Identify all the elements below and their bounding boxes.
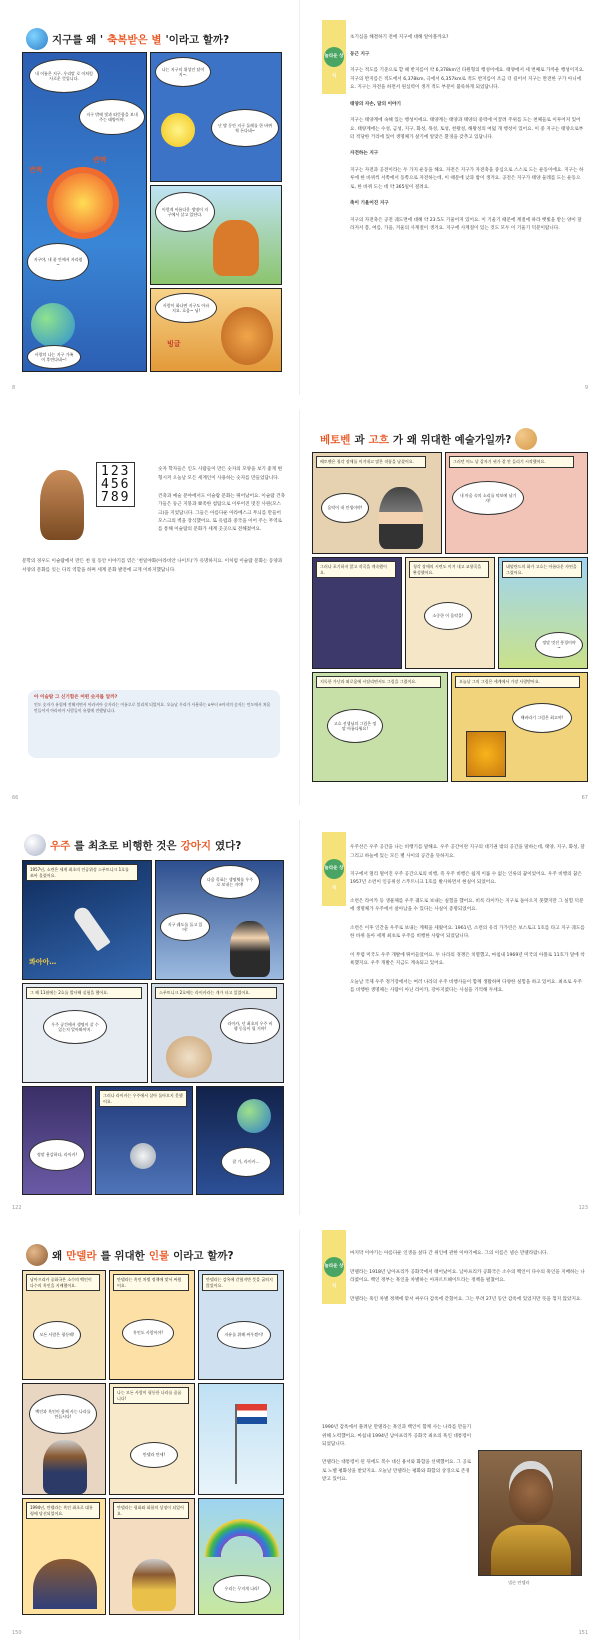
spread-earth bbox=[0, 0, 600, 395]
paragraph: 문학의 경우도 이슬람에서 만든 천 일 동안 이야기를 엮은 '천일야화(아라비안 나이트)'가 유명하지요. 이처럼 이슬람 문화는 동양과 서양의 문화를 잇는 다리 역할을 하며 세계 문화 발전에 크게 이바지했답니다. bbox=[22, 559, 283, 573]
page-8 bbox=[0, 0, 300, 395]
deer-character bbox=[213, 220, 259, 276]
caption: 베토벤은 청각 장애를 이겨내고 많은 작품을 남겼어요. bbox=[316, 456, 426, 468]
spread-space bbox=[0, 820, 600, 1215]
paragraph: 지구는 적도를 기준으로 할 때 반지름이 약 6,378km인 타원형의 행성이에요. 태양에서 세 번째로 가까운 행성이지요. 지구의 반지름은 적도에서 6,378km, 극에서 6,357km로 적도 반지름이 조금 더 길어서 지구는 완전한 구가 아니에요. 지구는 자전을 하면서 원심력이 생겨 적도 부분이 불룩하게 되었답니다. bbox=[350, 68, 585, 91]
page-number: 66 bbox=[12, 795, 19, 801]
comic-panel-deer bbox=[150, 185, 282, 285]
paragraph: 이 무렵 미국도 우주 개발에 뛰어들었어요. 두 나라의 경쟁은 치열했고, 마침내 1969년 미국의 아폴로 11호가 달에 착륙했지요. 우주 개발은 지금도 계속되고 있어요. bbox=[350, 952, 585, 967]
comic-art bbox=[312, 452, 588, 782]
voters-crowd bbox=[33, 1559, 97, 1609]
subheading: 자전하는 지구 bbox=[350, 151, 379, 157]
speech-bubble: 잘 가, 라이카… bbox=[221, 1147, 271, 1177]
page-150 bbox=[0, 1230, 300, 1640]
page-123 bbox=[300, 820, 600, 1215]
spread-art bbox=[0, 410, 600, 805]
caption: 지독한 가난과 외로움에 시달리면서도 그림을 그렸어요. bbox=[316, 676, 441, 688]
page-number: 9 bbox=[584, 385, 588, 391]
page-151 bbox=[300, 1230, 600, 1640]
title-text: 왜 bbox=[52, 1249, 63, 1262]
comic-panel bbox=[198, 1498, 284, 1615]
speech-bubble: 소중한 이 음악을! bbox=[424, 602, 472, 630]
subheading: 태양의 자손, 달의 이야기 bbox=[350, 101, 401, 107]
speech-bubble: 만델라 만세! bbox=[130, 1442, 178, 1468]
comic-panel bbox=[445, 452, 588, 554]
comic-panel bbox=[109, 1498, 195, 1615]
trivia-badge-label: 놀라운 상식 bbox=[324, 859, 344, 879]
article-body bbox=[350, 26, 586, 371]
page-title bbox=[26, 1244, 234, 1266]
comic-panel bbox=[109, 1383, 195, 1495]
photo-face bbox=[509, 1469, 553, 1523]
sidebox-body: 인도 숫자가 유럽에 전해지면서 아라비아 숫자라는 이름으로 불리게 되었어요. 오늘날 우리가 사용하는 0부터 9까지의 숫자는 인도에서 처음 만들어져 아라비아 사람들이 유럽에 전했답니다. bbox=[34, 702, 271, 713]
lion-character bbox=[221, 307, 273, 365]
paragraph: 1990년 감옥에서 풀려난 만델라는 흑인과 백인이 함께 사는 나라를 만들기 위해 노력했어요. 마침내 1994년 남아프리카 공화국 최초의 흑인 대통령이 되었답니다. bbox=[322, 1425, 472, 1447]
comic-panel bbox=[405, 557, 495, 669]
title-text: 를 최초로 비행한 것은 bbox=[74, 839, 177, 852]
page-number: 122 bbox=[12, 1205, 22, 1211]
title-text: 를 위대한 bbox=[100, 1249, 145, 1262]
speech-bubble: 사랑의 나는 지구 가족이 후련다네~! bbox=[27, 345, 81, 369]
mandela-photo bbox=[478, 1450, 582, 1576]
comic-panel bbox=[198, 1270, 284, 1380]
comic-panel bbox=[22, 860, 152, 980]
comic-panel bbox=[22, 1086, 92, 1195]
title-highlight: 고흐 bbox=[368, 433, 389, 446]
caption: 그러나 라이카는 우주에서 살아 돌아오지 못했어요. bbox=[99, 1090, 187, 1107]
page-66 bbox=[0, 410, 300, 805]
palette-icon bbox=[515, 428, 537, 450]
speech-bubble: 흑인도 사람이야! bbox=[122, 1319, 174, 1347]
comic-panel bbox=[151, 983, 284, 1083]
trivia-badge-label: 놀라운 상식 bbox=[324, 1257, 344, 1277]
title-suffix: '이라고 할까? bbox=[165, 33, 230, 46]
comic-panel-lion bbox=[150, 288, 282, 372]
title-highlight: 강아지 bbox=[180, 839, 211, 852]
caption: 네덜란드의 화가 고흐는 아름다운 자연을 그렸어요. bbox=[502, 561, 582, 578]
page-title bbox=[26, 28, 229, 50]
page-67 bbox=[300, 410, 600, 805]
speech-bubble: 지구야, 내 품 안에서 자라렴~ bbox=[27, 243, 89, 281]
comic-earth bbox=[22, 52, 282, 372]
comic-panel bbox=[109, 1270, 195, 1380]
comic-mandela bbox=[22, 1270, 284, 1615]
paragraph: 지구는 자전과 공전이라는 두 가지 운동을 해요. 자전은 지구가 자전축을 중심으로 스스로 도는 운동이에요. 지구는 하루에 한 바퀴씩 서쪽에서 동쪽으로 자전하는데, 이 때문에 낮과 밤이 생겨요. 공전은 지구가 태양 둘레를 도는 운동으로, 한 바퀴 도는 데 약 365일이 걸려요. bbox=[350, 168, 584, 190]
mandela-character-icon bbox=[26, 1244, 48, 1266]
speech-bubble: 모든 사람은 평등해! bbox=[33, 1321, 81, 1349]
president-character bbox=[132, 1559, 176, 1611]
paragraph: 만델라는 1918년 남아프리카 공화국에서 태어났어요. 남아프리카 공화국은 소수의 백인이 다수의 흑인을 지배하는 나라였어요. 백인 정부는 흑인을 차별하는 아파르트헤이트라는 정책을 펼쳤어요. bbox=[350, 1269, 585, 1284]
photo-shirt bbox=[491, 1525, 571, 1576]
comic-panel bbox=[312, 557, 402, 669]
title-prefix: 지구를 왜 ' bbox=[52, 33, 104, 46]
sound-effect: 빙글 bbox=[167, 340, 181, 348]
speech-bubble: 다음 목표는 생명체를 우주로 보내는 거야! bbox=[200, 865, 260, 899]
caption: 만델라는 평화와 화합의 상징이 되었어요. bbox=[113, 1502, 189, 1519]
page-number: 150 bbox=[12, 1630, 22, 1636]
comic-panel bbox=[22, 983, 148, 1083]
article-body-bottom bbox=[322, 1416, 472, 1616]
title-highlight: 축복받은 별 bbox=[107, 33, 162, 46]
paragraph: 숫자 학자들은 인도 사람들이 만든 숫자의 모양을 보기 좋게 변형시켜 오늘날 모든 세계인이 사용하는 숫자를 만들었답니다. bbox=[158, 467, 283, 481]
number-grid: 123 456 789 bbox=[96, 462, 135, 507]
scientist-character bbox=[230, 921, 270, 977]
comic-panel bbox=[312, 672, 448, 782]
spread-mandela bbox=[0, 1230, 600, 1640]
page-122 bbox=[0, 820, 300, 1215]
speech-bubble: 자유를 위해 싸우겠어! bbox=[217, 1321, 271, 1349]
speech-bubble: 사람이 화나면 지구도 아파지요. 흐음~ 닝! bbox=[155, 293, 217, 323]
title-suffix: 였다? bbox=[215, 839, 242, 852]
speech-bubble: 정말 멋진 풍경이야~ bbox=[535, 632, 583, 658]
flag bbox=[237, 1404, 267, 1424]
paragraph: 소련은 라이카 등 생물체를 우주 궤도로 보내는 실험을 했어요. 비록 라이카는 지구로 돌아오지 못했지만 그 실험 덕분에 생명체가 우주에서 살아남을 수 있다는 사실이 증명되었어요. bbox=[350, 899, 584, 913]
page-number: 67 bbox=[581, 795, 588, 801]
trivia-badge bbox=[322, 832, 346, 906]
caption: 만델라는 감옥에 갇혔지만 뜻을 굽히지 않았어요. bbox=[202, 1274, 278, 1291]
title-highlight: 우주 bbox=[50, 839, 71, 852]
comic-panel bbox=[22, 1383, 106, 1495]
paragraph: 우주선은 우주 공간을 나는 비행기를 말해요. 우주 공간이란 지구의 대기권 밖의 공간을 말하는데, 태양, 지구, 화성, 달 그리고 하늘에 있는 모든 별 사이의 공간을 뜻하지요. bbox=[350, 845, 585, 859]
comic-space bbox=[22, 860, 284, 1195]
paragraph: 초기심을 해결하기 전에 지구에 대해 알아볼까요? bbox=[350, 35, 449, 41]
comic-panel bbox=[155, 860, 284, 980]
beethoven-character bbox=[379, 487, 423, 549]
paragraph: 만델라는 대통령이 된 뒤에도 복수 대신 용서와 화합을 선택했어요. 그 공로로 노벨 평화상을 받았지요. 오늘날 만델라는 평화와 화합의 상징으로 존경받고 있어요. bbox=[322, 1460, 472, 1483]
title-highlight: 베토벤 bbox=[320, 433, 351, 446]
comic-panel bbox=[22, 1498, 106, 1615]
speech-bubble: 내 이름은 지구. 우리말 로 이처럼 사로운 뜻입니다. bbox=[29, 59, 99, 93]
photo-caption: 넬슨 만델라 bbox=[508, 1580, 530, 1585]
title-highlight: 인물 bbox=[148, 1249, 170, 1262]
rainbow bbox=[205, 1519, 279, 1557]
speech-bubble: 나는 지구의 위성인 달이지~. bbox=[155, 57, 211, 87]
article-body-bottom bbox=[22, 550, 286, 680]
title-suffix: 이라고 할까? bbox=[173, 1249, 234, 1262]
caption: 1994년, 만델라는 흑인 최초로 대통령에 당선되었어요. bbox=[26, 1502, 100, 1519]
moon-character bbox=[161, 113, 195, 147]
sidebox-title: 아 이슬람 그 신기함은 어떤 숫자를 알까? bbox=[34, 695, 118, 700]
trivia-badge-label: 놀라운 상식 bbox=[324, 47, 344, 67]
comic-panel-space bbox=[22, 52, 147, 372]
speech-bubble: 난 밤 동안 지구 둘레를 한 바퀴씩 돈다네~ bbox=[211, 109, 279, 147]
article-body-top bbox=[158, 458, 286, 548]
earth-globe bbox=[237, 1099, 271, 1133]
earth-character-icon bbox=[26, 28, 48, 50]
comic-panel bbox=[22, 1270, 106, 1380]
speech-bubble: 고흐 선생님의 그림은 정말 아름다워요! bbox=[327, 709, 383, 743]
caption: 나는 모든 사람이 평등한 나라를 꿈꿉니다! bbox=[113, 1387, 189, 1404]
caption: 그러던 어느 날 갑자기 귀가 잘 안 들리기 시작했어요. bbox=[449, 456, 574, 468]
speech-bubble: 음악이 내 인생이야! bbox=[321, 493, 369, 523]
sunflower-painting bbox=[466, 731, 506, 777]
caption: 스푸트니크 2호에는 라이카라는 개가 타고 있었어요. bbox=[155, 987, 277, 999]
speech-bubble: 정말 용감하다, 라이카! bbox=[29, 1139, 85, 1171]
trivia-badge bbox=[322, 1230, 346, 1304]
paragraph: 소련은 이후 인간을 우주로 보내는 계획을 세웠어요. 1961년, 소련의 유리 가가린은 보스토크 1호를 타고 지구 궤도를 한 바퀴 돌아 세계 최초로 우주를 비행한 사람이 되었답니다. bbox=[350, 925, 585, 940]
page-number: 151 bbox=[578, 1630, 588, 1636]
paragraph: 지구의 자전축은 공전 궤도면에 대해 약 23.5도 기울어져 있어요. 이 기울기 때문에 계절에 따라 햇빛을 받는 양이 달라져서 봄, 여름, 가을, 겨울의 사계절이 생겨요. 지구에 사계절이 있는 것도 모두 이 기울기 덕분이랍니다. bbox=[350, 217, 582, 232]
speech-bubble: 해바라기 그림은 최고야! bbox=[512, 703, 572, 733]
laika-dog-character bbox=[166, 1036, 212, 1078]
sputnik-satellite bbox=[130, 1143, 156, 1169]
subheading: 둥근 지구 bbox=[350, 51, 370, 57]
earth-character bbox=[31, 303, 75, 347]
caption: 만델라는 흑인 차별 정책에 맞서 싸웠어요. bbox=[113, 1274, 189, 1291]
article-body bbox=[350, 836, 586, 1191]
title-highlight: 만델라 bbox=[66, 1249, 97, 1262]
comic-panel bbox=[198, 1383, 284, 1495]
paragraph: 지구에서 멀리 떨어진 우주 공간으로의 비행, 즉 우주 비행은 쉽게 이룰 수 없는 인류의 꿈이었어요. 우주 비행의 꿈은 1957년 소련이 인공위성 스푸트니크 1호를 발사하면서 현실이 되었어요. bbox=[350, 872, 582, 886]
caption: 1957년, 소련은 세계 최초의 인공위성 스푸트니크 1호를 쏘아 올렸어요. bbox=[26, 864, 138, 881]
paragraph: 건축과 예술 분야에서도 이슬람 문화는 뛰어났어요. 이슬람 건축가들은 둥근 지붕과 뾰족한 첨탑으로 이루어진 멋진 사원(모스크)을 지었답니다. 그들은 아름다운 아라베스크 무늬를 만들어 모스크의 벽을 장식했어요. 또 유럽과 중국을 이어 주는 무역로를 통해 이슬람의 문화가 세계 곳곳으로 전해졌어요. bbox=[158, 494, 286, 533]
speech-bubble: 지구 궤도를 돌고 있어! bbox=[160, 913, 210, 941]
caption: 오늘날 그의 그림은 세계에서 가장 사랑받아요. bbox=[455, 676, 580, 688]
comic-panel bbox=[451, 672, 588, 782]
info-sidebox bbox=[28, 690, 280, 758]
speech-bubble: 우리는 무지개 나라! bbox=[213, 1575, 271, 1603]
rocket bbox=[71, 905, 110, 952]
speech-bubble: 라이카, 넌 최초의 우주 비행 동물이 될 거야! bbox=[220, 1008, 280, 1044]
comic-panel bbox=[196, 1086, 284, 1195]
speech-bubble: 이렇게 아름다운 생명이 지구에서 살고 있단다. bbox=[155, 192, 215, 232]
astronaut-icon bbox=[24, 834, 46, 856]
trivia-badge bbox=[322, 20, 346, 94]
paragraph: 지구는 태양계에 속해 있는 행성이에요. 태양계는 태양과 태양의 중력에 이끌려 주위를 도는 천체들로 이루어져 있어요. 태양계에는 수성, 금성, 지구, 화성, 목성, 토성, 천왕성, 해왕성의 여덟 개 행성이 있어요. 이 중 지구는 태양으로부터 적당한 거리에 있어 생명체가 살기에 알맞은 환경을 갖추고 있답니다. bbox=[350, 118, 584, 140]
comic-panel bbox=[95, 1086, 193, 1195]
caption: 청각 장애의 시련도 이겨 내고 교향곡을 완성했어요. bbox=[409, 561, 489, 578]
page-title bbox=[24, 834, 241, 856]
speech-bubble: 내 마음 속의 소리를 악보에 남기자! bbox=[452, 481, 524, 515]
caption: 남아프리카 공화국은 소수의 백인이 다수의 흑인을 지배했어요. bbox=[26, 1274, 100, 1291]
page-number: 8 bbox=[12, 385, 16, 391]
paragraph: 마지막 이야기는 아름다운 인생을 살다 간 위인에 관한 이야기예요. 그의 이름은 넬슨 만델라랍니다. bbox=[350, 1251, 548, 1257]
mandela-character bbox=[43, 1440, 87, 1494]
page-9 bbox=[300, 0, 600, 395]
sound-effect: 반짝 bbox=[93, 156, 107, 164]
speech-bubble: 우주 공간에서 생명이 살 수 있는지 알아봐야지. bbox=[43, 1010, 107, 1044]
comic-panel bbox=[312, 452, 442, 554]
page-title bbox=[320, 428, 537, 450]
speech-bubble: 백인과 흑인이 함께 사는 나라를 만듭시다! bbox=[29, 1394, 97, 1434]
comic-panel-moon bbox=[150, 52, 282, 182]
sound-effect: 번쩍 bbox=[29, 166, 43, 174]
title-suffix: 가 왜 위대한 예술가일까? bbox=[392, 433, 512, 446]
paragraph: 오늘날 국제 우주 정거장에서는 여러 나라의 우주 비행사들이 함께 생활하며 다양한 실험을 하고 있어요. 최초로 우주를 비행한 생명체는 사람이 아닌 라이카, 강아지였다는 사실을 기억해 두세요. bbox=[350, 979, 582, 994]
caption: 그 해 11월에는 2호를 발사해 실험을 했어요. bbox=[26, 987, 142, 999]
speech-bubble: 지구 밖에 빛과 따뜻함을 보내주는 태양이야. bbox=[79, 99, 145, 135]
page-number: 123 bbox=[578, 1205, 588, 1211]
article-body-top bbox=[350, 1242, 586, 1412]
scholar-character bbox=[40, 470, 84, 540]
paragraph: 만델라는 흑인 차별 정책에 맞서 싸우다 감옥에 갇혔어요. 그는 무려 27년 동안 감옥에 있었지만 뜻을 꺾지 않았지요. bbox=[350, 1296, 582, 1302]
subheading: 축이 기울어진 지구 bbox=[350, 201, 389, 207]
title-text: 과 bbox=[354, 433, 365, 446]
sun-character bbox=[53, 173, 113, 233]
sound-effect: 콰아아… bbox=[29, 958, 57, 966]
caption: 그러나 포기하지 않고 작곡을 계속했어요. bbox=[316, 561, 396, 578]
comic-panel bbox=[498, 557, 588, 669]
